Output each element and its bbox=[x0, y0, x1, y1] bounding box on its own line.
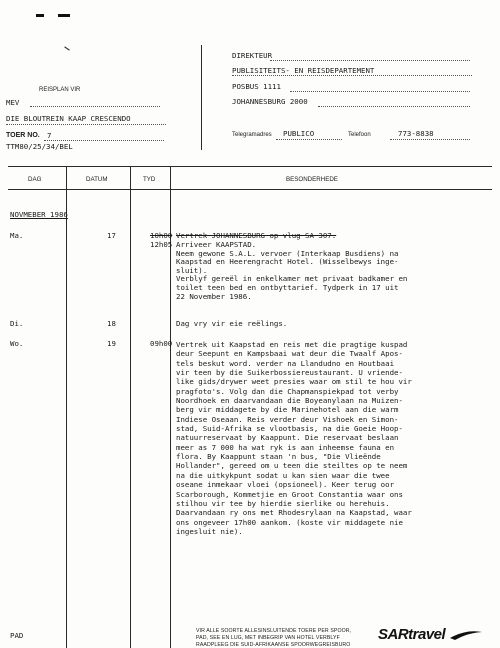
address-line-4: JOHANNESBURG 2000 bbox=[232, 97, 308, 106]
toer-dotted-line bbox=[44, 140, 164, 141]
phone-dots bbox=[390, 139, 470, 140]
telegram-dots bbox=[276, 139, 342, 140]
detail-line: sluit). bbox=[176, 265, 208, 275]
reference-number: TTM80/25/34/BEL bbox=[6, 142, 73, 151]
row-di-date: 18 bbox=[107, 319, 116, 328]
row-wo-date: 19 bbox=[107, 339, 116, 348]
row-ma-date: 17 bbox=[107, 231, 116, 240]
detail-line: vir teen by die Suikerbossiereustaurant. U vriende- bbox=[176, 368, 403, 378]
train-dotted-line bbox=[6, 124, 166, 125]
detail-line: stad, Suid-Afrika se vlootbasis, na die Goeie Hoop- bbox=[176, 424, 403, 434]
name-dotted-line bbox=[30, 106, 160, 107]
detail-line: deur Seepunt en Kampsbaai wat deur die Twaalf Apos- bbox=[176, 349, 403, 359]
footer-line-1: VIR ALLE SOORTE ALLESINSLUITENDE TOERE PER SPOOR, bbox=[196, 628, 352, 634]
telegram-address: PUBLICO bbox=[283, 129, 315, 138]
detail-line: meer as 7 000 ha wat ryk is aan inheemse fauna en bbox=[176, 442, 395, 452]
row-ma-cancelled-line: Vertrek JOHANNESBURG op vlug SA 307. bbox=[176, 231, 337, 240]
row-di-day: Di. bbox=[10, 319, 24, 328]
reisplan-label: REISPLAN VIR bbox=[39, 87, 81, 93]
detail-line: ons ongeveer 17h00 aankom. (koste vir middagete nie bbox=[176, 517, 403, 527]
scan-mark bbox=[36, 14, 44, 17]
detail-line: Dag vry vir eie reëlings. bbox=[176, 319, 288, 328]
traveller-name: MEV bbox=[6, 98, 20, 107]
detail-line: oseane inmekaar vloei (opsioneel). Keer terug oor bbox=[176, 480, 395, 490]
detail-line: flora. By Kaappunt staan 'n bus, "Die Vlieënde bbox=[176, 452, 381, 462]
month-label: NOVMEBER 1986 bbox=[10, 210, 68, 219]
row-wo-day: Wo. bbox=[10, 339, 24, 348]
col-header-besonderhede: BESONDERHEDE bbox=[286, 176, 338, 183]
footer-line-3: RAADPLEEG DIE SUID-AFRIKAANSE SPOORWEGREISBURO bbox=[196, 642, 351, 648]
telegram-label: Telegramadres bbox=[232, 132, 272, 138]
address-dots bbox=[232, 75, 472, 76]
toer-no: 7 bbox=[47, 131, 52, 140]
detail-line: berg vir middagete by die Marinehotel aan die warm bbox=[176, 405, 399, 415]
detail-line: toilet teen bed en ontbyttarief. Tydperk in 17 uit bbox=[176, 282, 399, 292]
detail-line: natuurreservaat by Kaappunt. Die reservaat beslaan bbox=[176, 433, 399, 443]
detail-line: Arriveer KAAPSTAD. bbox=[176, 240, 257, 249]
row-wo-details bbox=[176, 340, 494, 536]
phone-label: Telefoon bbox=[348, 132, 371, 138]
col-divider-datum bbox=[130, 166, 131, 648]
detail-line: ingesluit nie). bbox=[176, 526, 243, 536]
row-ma-details bbox=[176, 241, 494, 301]
row-wo-time: 09h00 bbox=[150, 339, 173, 348]
detail-line: Indiese Oseaan. Reis verder deur Vishoek en Simon- bbox=[176, 414, 399, 424]
row-ma-time-1: 10h00 bbox=[150, 231, 173, 240]
detail-line: Kaapstad en Heerengracht Hotel. (Wisselbewys inge- bbox=[176, 257, 399, 267]
row-di-details bbox=[176, 320, 494, 329]
address-line-1: DIREKTEUR bbox=[232, 51, 273, 60]
detail-line: Noordhoek en daarvandaan die Boyeanylaan na Muizen- bbox=[176, 396, 403, 406]
detail-line: stilhou vir tee by hierdie sierlike ou herehuis. bbox=[176, 498, 390, 508]
address-line-2: PUBLISITEITS- EN REISDEPARTEMENT bbox=[232, 66, 375, 75]
table-top-border bbox=[8, 166, 492, 167]
detail-line: Vertrek uit Kaapstad en reis met die pragtige kuspad bbox=[176, 340, 408, 349]
row-ma-day: Ma. bbox=[10, 231, 24, 240]
address-line-3: POSBUS 1111 bbox=[232, 82, 281, 91]
sartravel-logo-text: SARtravel bbox=[378, 626, 446, 643]
detail-line: na die uitkykpunt sodat u kan sien waar die twee bbox=[176, 470, 390, 480]
toer-no-label: TOER NO. bbox=[6, 132, 40, 139]
col-header-datum: DATUM bbox=[86, 176, 108, 183]
fold-mark bbox=[64, 46, 69, 50]
header-divider bbox=[201, 45, 202, 150]
address-dots bbox=[290, 91, 470, 92]
col-header-dag: DAG bbox=[28, 176, 42, 183]
detail-line: Neem gewone S.A.L. vervoer (Interkaap Busdiens) na bbox=[176, 248, 399, 258]
col-header-tyd: TYD bbox=[143, 176, 156, 183]
phone-number: 773-8838 bbox=[398, 129, 434, 138]
train-name: DIE BLOUTREIN KAAP CRESCENDO bbox=[6, 114, 131, 123]
footer-left-text: PAD bbox=[10, 631, 24, 640]
detail-line: Scarborough, Kommetjie en Groot Constantia waar ons bbox=[176, 489, 403, 499]
detail-line: like gids/drywer weet presies waar om stil te hou vir bbox=[176, 377, 412, 387]
swoosh-icon bbox=[449, 629, 483, 641]
detail-line: tels beskut word. verder na Llandudno en Houtbaai bbox=[176, 358, 395, 368]
detail-line: Hollander", gereed om u teen die steiltes op te neem bbox=[176, 461, 408, 471]
footer-line-2: PAD, SEE EN LUG, MET INBEGRIP VAN HOTEL VERBLYF bbox=[196, 635, 340, 641]
detail-line: pragfoto's. Volg dan die Chapmanspiekpad tot verby bbox=[176, 386, 399, 396]
scan-mark bbox=[58, 14, 70, 17]
address-dots bbox=[270, 60, 470, 61]
detail-line: 22 November 1986. bbox=[176, 291, 252, 301]
address-dots bbox=[318, 106, 470, 107]
row-ma-time-2: 12h05 bbox=[150, 240, 173, 249]
sartravel-logo bbox=[378, 626, 483, 644]
detail-line: Verblyf gereël in enkelkamer met privaat badkamer en bbox=[176, 274, 408, 284]
table-header-border bbox=[8, 189, 492, 190]
col-divider-dag bbox=[66, 166, 67, 648]
detail-line: Daarvandaan ry ons met Rhodesrylaan na Kaapstad, waar bbox=[176, 508, 412, 518]
